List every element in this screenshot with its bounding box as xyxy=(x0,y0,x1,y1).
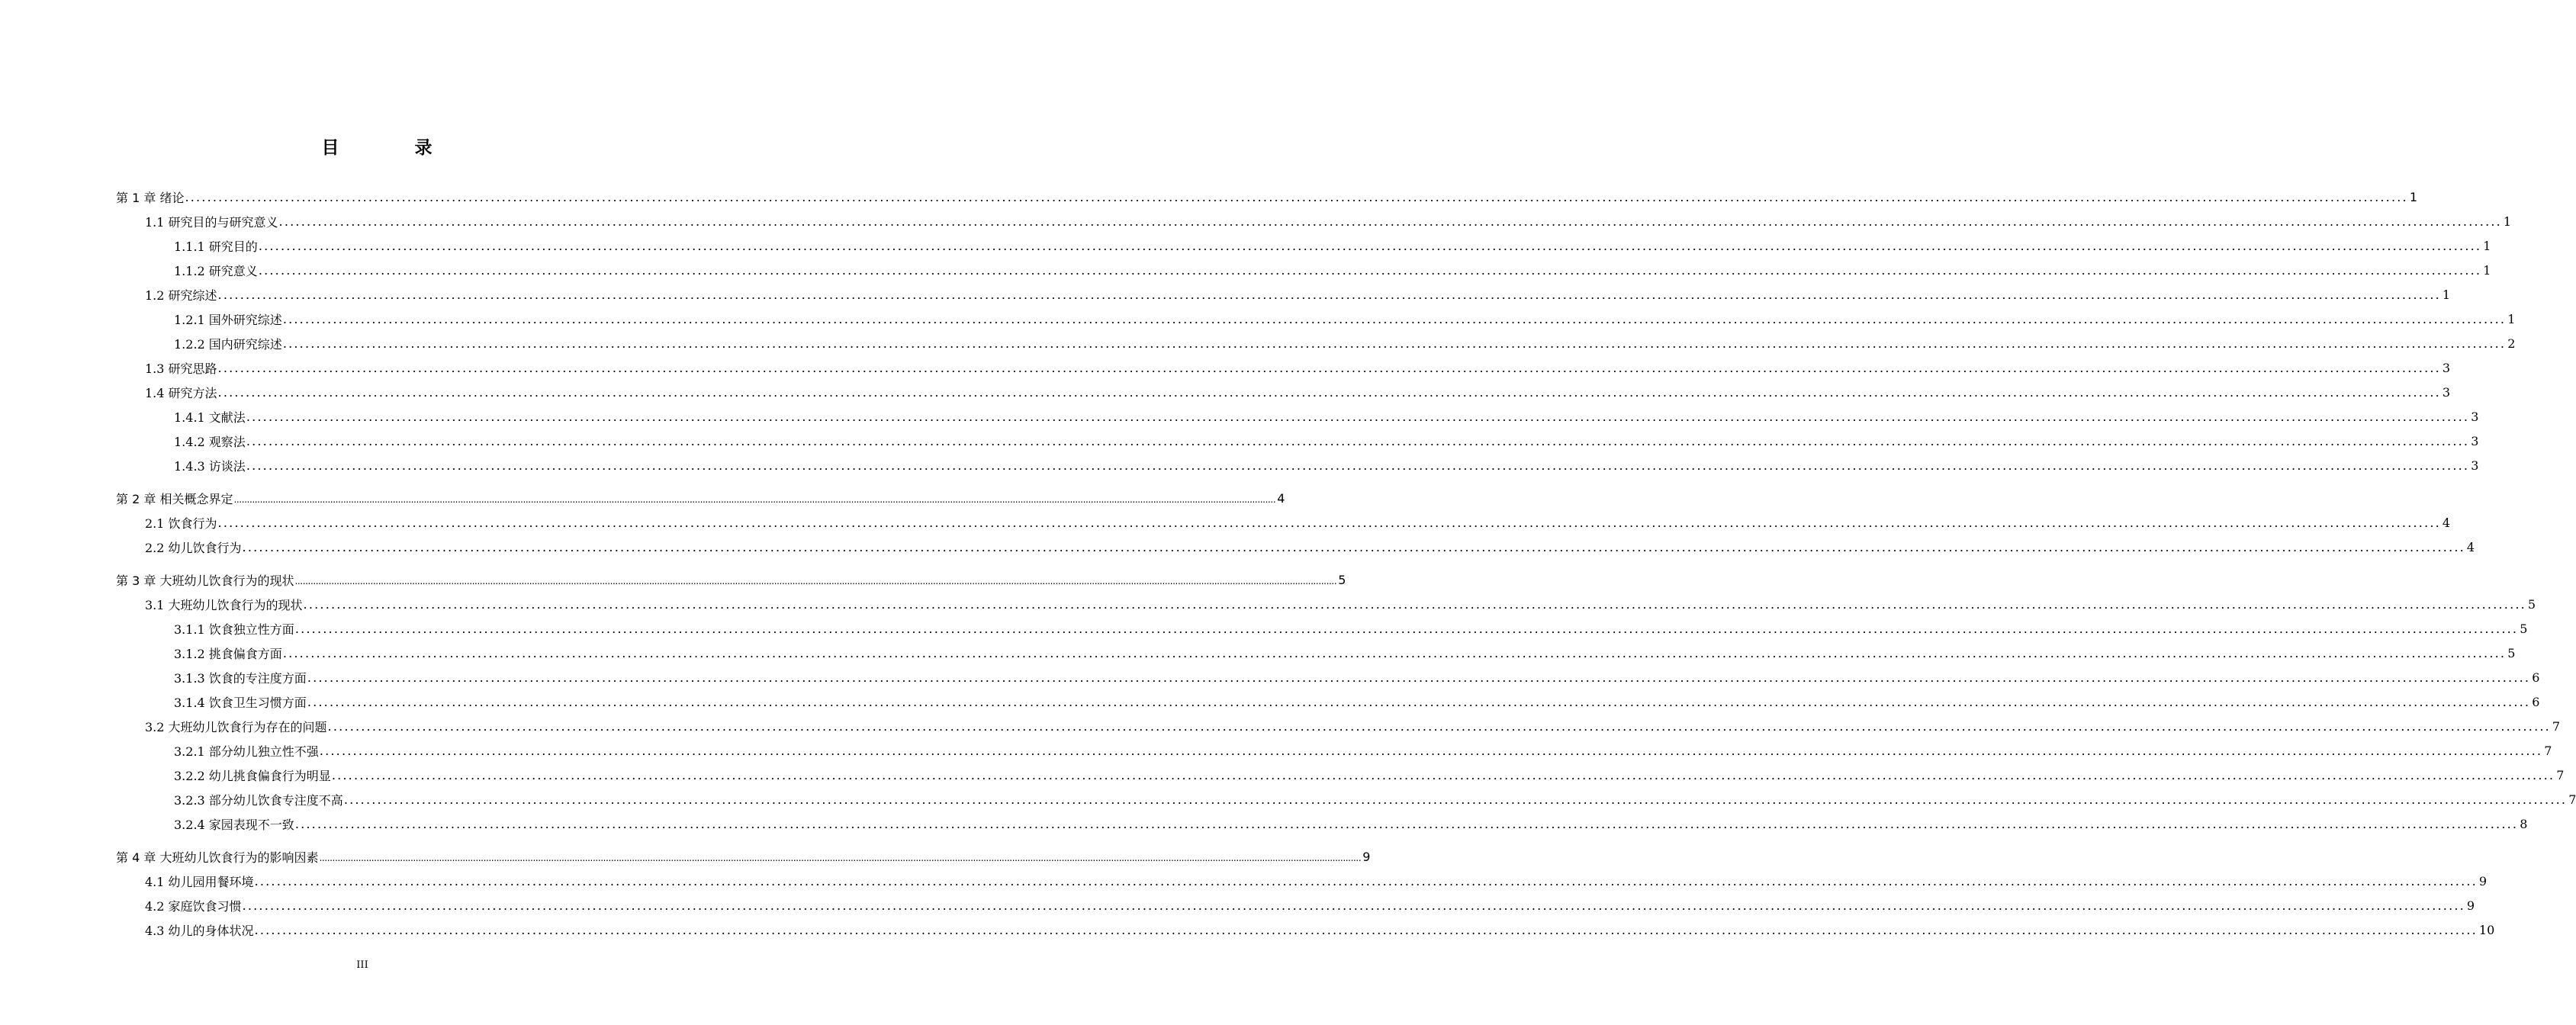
toc-section-entry[interactable] xyxy=(0,787,2576,811)
toc-section-entry[interactable] xyxy=(0,404,2479,429)
toc-leader-dots: ................................................................................................................................................................................................................................................................................................................................................................................................................ xyxy=(185,189,2408,204)
toc-entry-label: 第 1 章 绪论 xyxy=(116,190,185,205)
toc-entry-page: 7 xyxy=(2568,792,2576,807)
toc-section-entry[interactable] xyxy=(0,429,2479,453)
toc-section-entry[interactable] xyxy=(0,258,2491,282)
toc-entry-page: 7 xyxy=(2556,767,2565,782)
toc-entry-label: 3.1 大班幼儿饮食行为的现状 xyxy=(145,597,303,612)
toc-section-entry[interactable] xyxy=(0,510,2451,535)
toc-entry-label: 1.2 研究综述 xyxy=(145,288,217,303)
toc-entry-label: 1.1.2 研究意义 xyxy=(174,263,258,278)
toc-leader-dots: ................................................................................................................................................................................................................................................................................................................................................................................................................ xyxy=(294,576,1337,586)
toc-leader-dots: ................................................................................................................................................................................................................................................................................................................................................................................................................ xyxy=(319,853,1362,863)
toc-entry-page: 1 xyxy=(2442,287,2451,302)
toc-leader-dots: ................................................................................................................................................................................................................................................................................................................................................................................................................ xyxy=(217,515,2441,530)
toc-entry-page: 3 xyxy=(2442,360,2451,375)
toc-section-entry[interactable] xyxy=(0,641,2516,665)
toc-section-entry[interactable] xyxy=(0,869,2488,893)
toc-chapter-entry[interactable] xyxy=(0,844,1371,869)
toc-entry-label: 2.2 幼儿饮食行为 xyxy=(145,540,242,555)
toc-entry-page: 3 xyxy=(2471,409,2479,424)
toc-entry-page: 1 xyxy=(2483,238,2491,253)
toc-entry-label: 第 3 章 大班幼儿饮食行为的现状 xyxy=(116,573,294,588)
toc-leader-dots: ................................................................................................................................................................................................................................................................................................................................................................................................................ xyxy=(282,336,2507,351)
page-number: III xyxy=(356,959,368,971)
toc-entry-label: 1.2.1 国外研究综述 xyxy=(174,312,282,327)
toc-entry-label: 3.1.1 饮食独立性方面 xyxy=(174,622,294,637)
toc-section-entry[interactable] xyxy=(0,714,2561,738)
toc-entry-page: 10 xyxy=(2478,922,2495,937)
toc-entry-page: 1 xyxy=(2507,311,2516,326)
toc-leader-dots: ................................................................................................................................................................................................................................................................................................................................................................................................................ xyxy=(327,718,2551,734)
toc-leader-dots: ................................................................................................................................................................................................................................................................................................................................................................................................................ xyxy=(319,743,2543,758)
toc-entry-label: 3.1.4 饮食卫生习惯方面 xyxy=(174,695,307,710)
toc-entry-label: 3.2.4 家园表现不一致 xyxy=(174,817,294,832)
toc-leader-dots: ................................................................................................................................................................................................................................................................................................................................................................................................................ xyxy=(258,238,2482,253)
toc-leader-dots: ................................................................................................................................................................................................................................................................................................................................................................................................................ xyxy=(294,816,2519,831)
toc-leader-dots: ................................................................................................................................................................................................................................................................................................................................................................................................................ xyxy=(246,409,2470,424)
toc-entry-page: 6 xyxy=(2532,694,2540,709)
toc-entry-page: 9 xyxy=(2478,873,2488,888)
toc-entry-page: 5 xyxy=(1338,572,1346,587)
toc-leader-dots: ................................................................................................................................................................................................................................................................................................................................................................................................................ xyxy=(217,360,2441,375)
toc-leader-dots: ................................................................................................................................................................................................................................................................................................................................................................................................................ xyxy=(294,621,2519,636)
toc-entry-label: 3.2.3 部分幼儿饮食专注度不高 xyxy=(174,792,343,808)
toc-leader-dots: ................................................................................................................................................................................................................................................................................................................................................................................................................ xyxy=(254,922,2478,937)
toc-section-entry[interactable] xyxy=(0,307,2516,331)
toc-entry-page: 7 xyxy=(2544,743,2552,758)
toc-leader-dots: ................................................................................................................................................................................................................................................................................................................................................................................................................ xyxy=(343,792,2568,807)
toc-leader-dots: ................................................................................................................................................................................................................................................................................................................................................................................................................ xyxy=(246,458,2470,473)
toc-leader-dots: ................................................................................................................................................................................................................................................................................................................................................................................................................ xyxy=(242,539,2465,554)
toc-leader-dots: ................................................................................................................................................................................................................................................................................................................................................................................................................ xyxy=(217,287,2441,302)
toc-entry-label: 3.2.2 幼儿挑食偏食行为明显 xyxy=(174,768,331,783)
toc-entry-page: 3 xyxy=(2471,458,2479,473)
toc-leader-dots: ................................................................................................................................................................................................................................................................................................................................................................................................................ xyxy=(278,214,2502,229)
toc-entry-label: 4.3 幼儿的身体状况 xyxy=(145,923,254,938)
toc-entry-label: 4.1 幼儿园用餐环境 xyxy=(145,874,254,889)
toc-entry-page: 7 xyxy=(2552,718,2561,734)
toc-list xyxy=(0,185,2576,942)
toc-entry-page: 4 xyxy=(2466,539,2475,554)
toc-leader-dots: ................................................................................................................................................................................................................................................................................................................................................................................................................ xyxy=(331,767,2555,782)
toc-entry-page: 5 xyxy=(2527,596,2536,612)
toc-leader-dots: ................................................................................................................................................................................................................................................................................................................................................................................................................ xyxy=(233,494,1276,505)
toc-chapter-entry[interactable] xyxy=(0,486,1285,510)
toc-entry-label: 1.1.1 研究目的 xyxy=(174,239,258,254)
toc-entry-page: 1 xyxy=(2409,189,2418,204)
toc-section-entry[interactable] xyxy=(0,689,2540,714)
toc-section-entry[interactable] xyxy=(0,453,2479,477)
toc-entry-label: 1.4.3 访谈法 xyxy=(174,458,246,474)
toc-leader-dots: ................................................................................................................................................................................................................................................................................................................................................................................................................ xyxy=(303,596,2526,612)
toc-entry-page: 3 xyxy=(2471,433,2479,448)
toc-entry-page: 5 xyxy=(2520,621,2528,636)
toc-entry-label: 1.4.1 文献法 xyxy=(174,410,246,425)
toc-section-entry[interactable] xyxy=(0,535,2475,559)
toc-leader-dots: ................................................................................................................................................................................................................................................................................................................................................................................................................ xyxy=(258,262,2482,278)
toc-entry-page: 1 xyxy=(2483,262,2491,278)
toc-entry-label: 1.2.2 国内研究综述 xyxy=(174,336,282,352)
toc-leader-dots: ................................................................................................................................................................................................................................................................................................................................................................................................................ xyxy=(307,694,2531,709)
toc-entry-label: 1.4.2 观察法 xyxy=(174,434,246,449)
toc-leader-dots: ................................................................................................................................................................................................................................................................................................................................................................................................................ xyxy=(217,384,2441,400)
toc-section-entry[interactable] xyxy=(0,738,2552,763)
toc-section-entry[interactable] xyxy=(0,665,2540,689)
toc-entry-label: 第 4 章 大班幼儿饮食行为的影响因素 xyxy=(116,850,319,865)
toc-section-entry[interactable] xyxy=(0,592,2536,616)
toc-entry-page: 9 xyxy=(1362,849,1371,864)
toc-leader-dots: ................................................................................................................................................................................................................................................................................................................................................................................................................ xyxy=(282,645,2507,660)
toc-entry-page: 9 xyxy=(2466,898,2475,913)
toc-section-entry[interactable] xyxy=(0,209,2512,233)
toc-section-entry[interactable] xyxy=(0,355,2451,380)
toc-entry-label: 3.2.1 部分幼儿独立性不强 xyxy=(174,744,319,759)
toc-entry-page: 4 xyxy=(2442,515,2451,530)
toc-entry-page: 6 xyxy=(2532,670,2540,685)
toc-entry-label: 3.1.2 挑食偏食方面 xyxy=(174,646,282,661)
toc-section-entry[interactable] xyxy=(0,233,2491,258)
toc-title: 目 录 xyxy=(321,138,461,158)
toc-section-entry[interactable] xyxy=(0,763,2565,787)
toc-section-entry[interactable] xyxy=(0,331,2516,355)
toc-entry-label: 1.4 研究方法 xyxy=(145,385,217,400)
toc-entry-page: 2 xyxy=(2507,336,2516,351)
toc-section-entry[interactable] xyxy=(0,893,2475,917)
toc-entry-label: 3.2 大班幼儿饮食行为存在的问题 xyxy=(145,719,327,734)
toc-section-entry[interactable] xyxy=(0,282,2451,307)
toc-entry-page: 3 xyxy=(2442,384,2451,400)
toc-entry-page: 4 xyxy=(1277,490,1285,506)
toc-section-entry[interactable] xyxy=(0,811,2528,836)
toc-leader-dots: ................................................................................................................................................................................................................................................................................................................................................................................................................ xyxy=(282,311,2507,326)
toc-leader-dots: ................................................................................................................................................................................................................................................................................................................................................................................................................ xyxy=(254,873,2478,888)
toc-chapter-entry[interactable] xyxy=(0,185,2418,209)
toc-section-entry[interactable] xyxy=(0,917,2495,942)
toc-entry-label: 4.2 家庭饮食习惯 xyxy=(145,898,242,914)
toc-entry-label: 2.1 饮食行为 xyxy=(145,516,217,531)
toc-entry-page: 8 xyxy=(2520,816,2528,831)
toc-section-entry[interactable] xyxy=(0,616,2528,641)
toc-leader-dots: ................................................................................................................................................................................................................................................................................................................................................................................................................ xyxy=(246,433,2470,448)
toc-entry-label: 3.1.3 饮食的专注度方面 xyxy=(174,670,307,686)
toc-section-entry[interactable] xyxy=(0,380,2451,404)
toc-entry-page: 5 xyxy=(2507,645,2516,660)
toc-entry-label: 1.1 研究目的与研究意义 xyxy=(145,214,278,230)
toc-chapter-entry[interactable] xyxy=(0,567,1346,592)
toc-leader-dots: ................................................................................................................................................................................................................................................................................................................................................................................................................ xyxy=(242,898,2465,913)
toc-entry-label: 第 2 章 相关概念界定 xyxy=(116,491,233,506)
toc-entry-label: 1.3 研究思路 xyxy=(145,361,217,376)
toc-leader-dots: ................................................................................................................................................................................................................................................................................................................................................................................................................ xyxy=(307,670,2531,685)
toc-entry-page: 1 xyxy=(2503,214,2512,229)
